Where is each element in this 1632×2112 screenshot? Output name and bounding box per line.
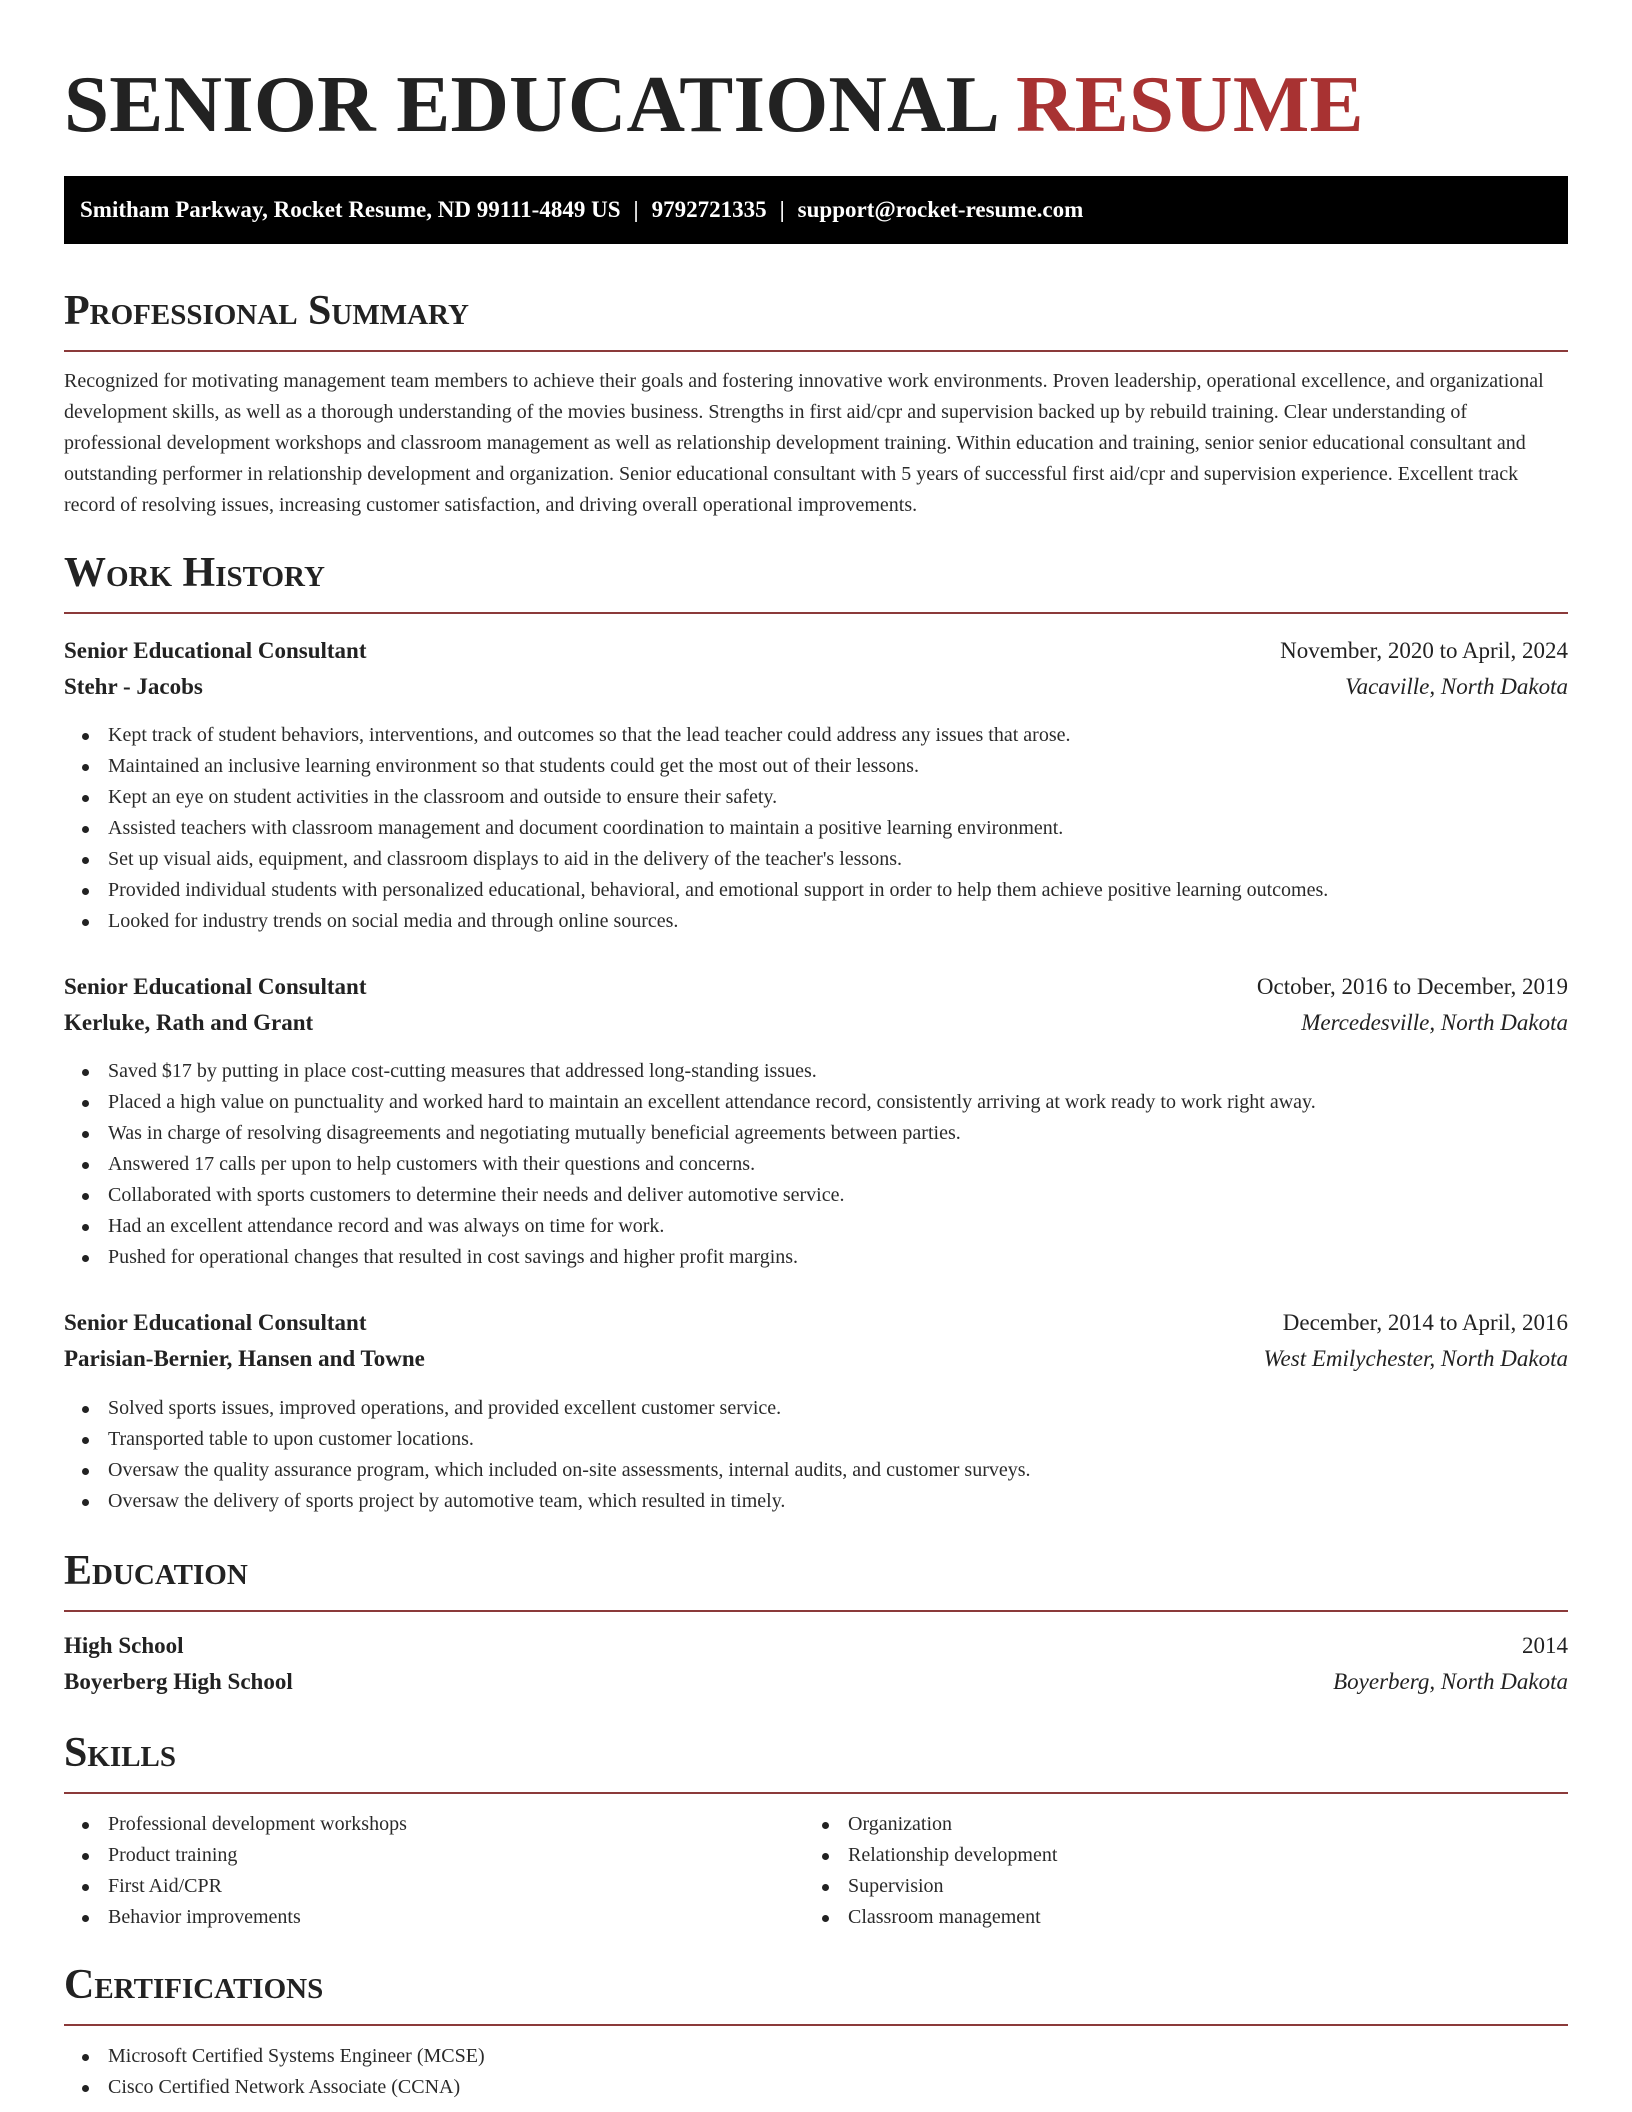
skill-item: Supervision: [848, 1871, 1057, 1902]
list-item: Assisted teachers with classroom management and document coordination to maintain a positive learning environment.: [108, 813, 1328, 844]
job-title: Senior Educational Consultant: [64, 638, 367, 663]
list-item: Maintained an inclusive learning environment so that students could get the most out of their lessons.: [108, 751, 1328, 782]
job-dates: December, 2014 to April, 2016: [1282, 1310, 1568, 1335]
education-location: Boyerberg, North Dakota: [1333, 1669, 1568, 1694]
section-divider: [64, 1792, 1568, 1794]
summary-heading: Professional Summary: [64, 288, 469, 334]
education-header: [64, 1629, 1568, 1663]
title-main: SENIOR EDUCATIONAL: [64, 59, 996, 149]
skill-item: Professional development workshops: [108, 1809, 407, 1840]
list-item: Pushed for operational changes that resulted in cost savings and higher profit margins.: [108, 1242, 1316, 1273]
contact-separator: |: [779, 197, 785, 222]
skills-heading: Skills: [64, 1730, 177, 1776]
contact-bar: [64, 176, 1568, 244]
education-year: 2014: [1522, 1633, 1568, 1658]
job-company: Parisian-Bernier, Hansen and Towne: [64, 1346, 425, 1371]
education-school: Boyerberg High School: [64, 1669, 293, 1694]
section-divider: [64, 350, 1568, 352]
certifications-list: [108, 2041, 485, 2103]
job-header: [64, 1306, 1568, 1340]
job-company: Stehr - Jacobs: [64, 674, 203, 699]
list-item: Answered 17 calls per upon to help customers with their questions and concerns.: [108, 1149, 1316, 1180]
job-company-row: [64, 1342, 1568, 1376]
job-company-row: [64, 670, 1568, 704]
job-bullets: [108, 720, 1328, 937]
skill-item: Organization: [848, 1809, 1057, 1840]
skill-item: Behavior improvements: [108, 1902, 407, 1933]
skills-right-list: [848, 1809, 1057, 1933]
education-degree: High School: [64, 1633, 184, 1658]
job-header: [64, 970, 1568, 1004]
list-item: Placed a high value on punctuality and worked hard to maintain an excellent attendance record, consistently arriving at work ready to work right away.: [108, 1087, 1316, 1118]
skills-left-list: [108, 1809, 407, 1933]
contact-phone: 9792721335: [651, 197, 767, 222]
work-history-heading: Work History: [64, 550, 325, 596]
skill-item: Classroom management: [848, 1902, 1057, 1933]
list-item: Had an excellent attendance record and was always on time for work.: [108, 1211, 1316, 1242]
list-item: Set up visual aids, equipment, and classroom displays to aid in the delivery of the teacher's lessons.: [108, 844, 1328, 875]
certification-item: Microsoft Certified Systems Engineer (MCSE): [108, 2041, 485, 2072]
job-company-row: [64, 1006, 1568, 1040]
job-dates: November, 2020 to April, 2024: [1280, 638, 1568, 663]
skill-item: Product training: [108, 1840, 407, 1871]
title-accent: RESUME: [1016, 59, 1364, 149]
list-item: Was in charge of resolving disagreements and negotiating mutually beneficial agreements between parties.: [108, 1118, 1316, 1149]
section-divider: [64, 612, 1568, 614]
contact-address: Smitham Parkway, Rocket Resume, ND 99111-4849 US: [80, 197, 621, 222]
skill-item: Relationship development: [848, 1840, 1057, 1871]
job-title: Senior Educational Consultant: [64, 974, 367, 999]
list-item: Solved sports issues, improved operations, and provided excellent customer service.: [108, 1393, 1031, 1424]
summary-text: Recognized for motivating management team members to achieve their goals and fostering innovative work environments. Proven leadership, operational excellence, and organizational development skills, as well as a thorough understanding of the movies business. Strengths in first aid/cpr and supervision backed up by rebuild training. Clear understanding of professional development workshops and classroom management as well as relationship development training. Within education and training, senior senior educational consultant and outstanding performer in relationship development and organization. Senior educational consultant with 5 years of successful first aid/cpr and supervision experience. Excellent track record of resolving issues, increasing customer satisfaction, and driving overall operational improvements.: [64, 370, 1544, 516]
certification-item: Cisco Certified Network Associate (CCNA): [108, 2072, 485, 2103]
list-item: Collaborated with sports customers to determine their needs and deliver automotive service.: [108, 1180, 1316, 1211]
job-location: Vacaville, North Dakota: [1345, 674, 1568, 699]
job-title: Senior Educational Consultant: [64, 1310, 367, 1335]
job-bullets: [108, 1056, 1316, 1273]
list-item: Transported table to upon customer locations.: [108, 1424, 1031, 1455]
list-item: Kept track of student behaviors, interventions, and outcomes so that the lead teacher could address any issues that arose.: [108, 720, 1328, 751]
job-company: Kerluke, Rath and Grant: [64, 1010, 314, 1035]
list-item: Saved $17 by putting in place cost-cutting measures that addressed long-standing issues.: [108, 1056, 1316, 1087]
education-school-row: [64, 1665, 1568, 1699]
skill-item: First Aid/CPR: [108, 1871, 407, 1902]
education-heading: Education: [64, 1548, 248, 1594]
list-item: Looked for industry trends on social media and through online sources.: [108, 906, 1328, 937]
contact-email: support@rocket-resume.com: [797, 197, 1084, 222]
job-header: [64, 634, 1568, 668]
section-divider: [64, 2024, 1568, 2026]
job-bullets: [108, 1393, 1031, 1517]
section-divider: [64, 1610, 1568, 1612]
job-location: Mercedesville, North Dakota: [1301, 1010, 1568, 1035]
contact-separator: |: [633, 197, 639, 222]
list-item: Provided individual students with personalized educational, behavioral, and emotional support in order to help them achieve positive learning outcomes.: [108, 875, 1328, 906]
job-location: West Emilychester, North Dakota: [1263, 1346, 1568, 1371]
list-item: Oversaw the quality assurance program, which included on-site assessments, internal audits, and customer surveys.: [108, 1455, 1031, 1486]
job-dates: October, 2016 to December, 2019: [1256, 974, 1568, 999]
resume-title: [64, 58, 1364, 150]
list-item: Kept an eye on student activities in the classroom and outside to ensure their safety.: [108, 782, 1328, 813]
list-item: Oversaw the delivery of sports project by automotive team, which resulted in timely.: [108, 1486, 1031, 1517]
certifications-heading: Certifications: [64, 1962, 324, 2008]
